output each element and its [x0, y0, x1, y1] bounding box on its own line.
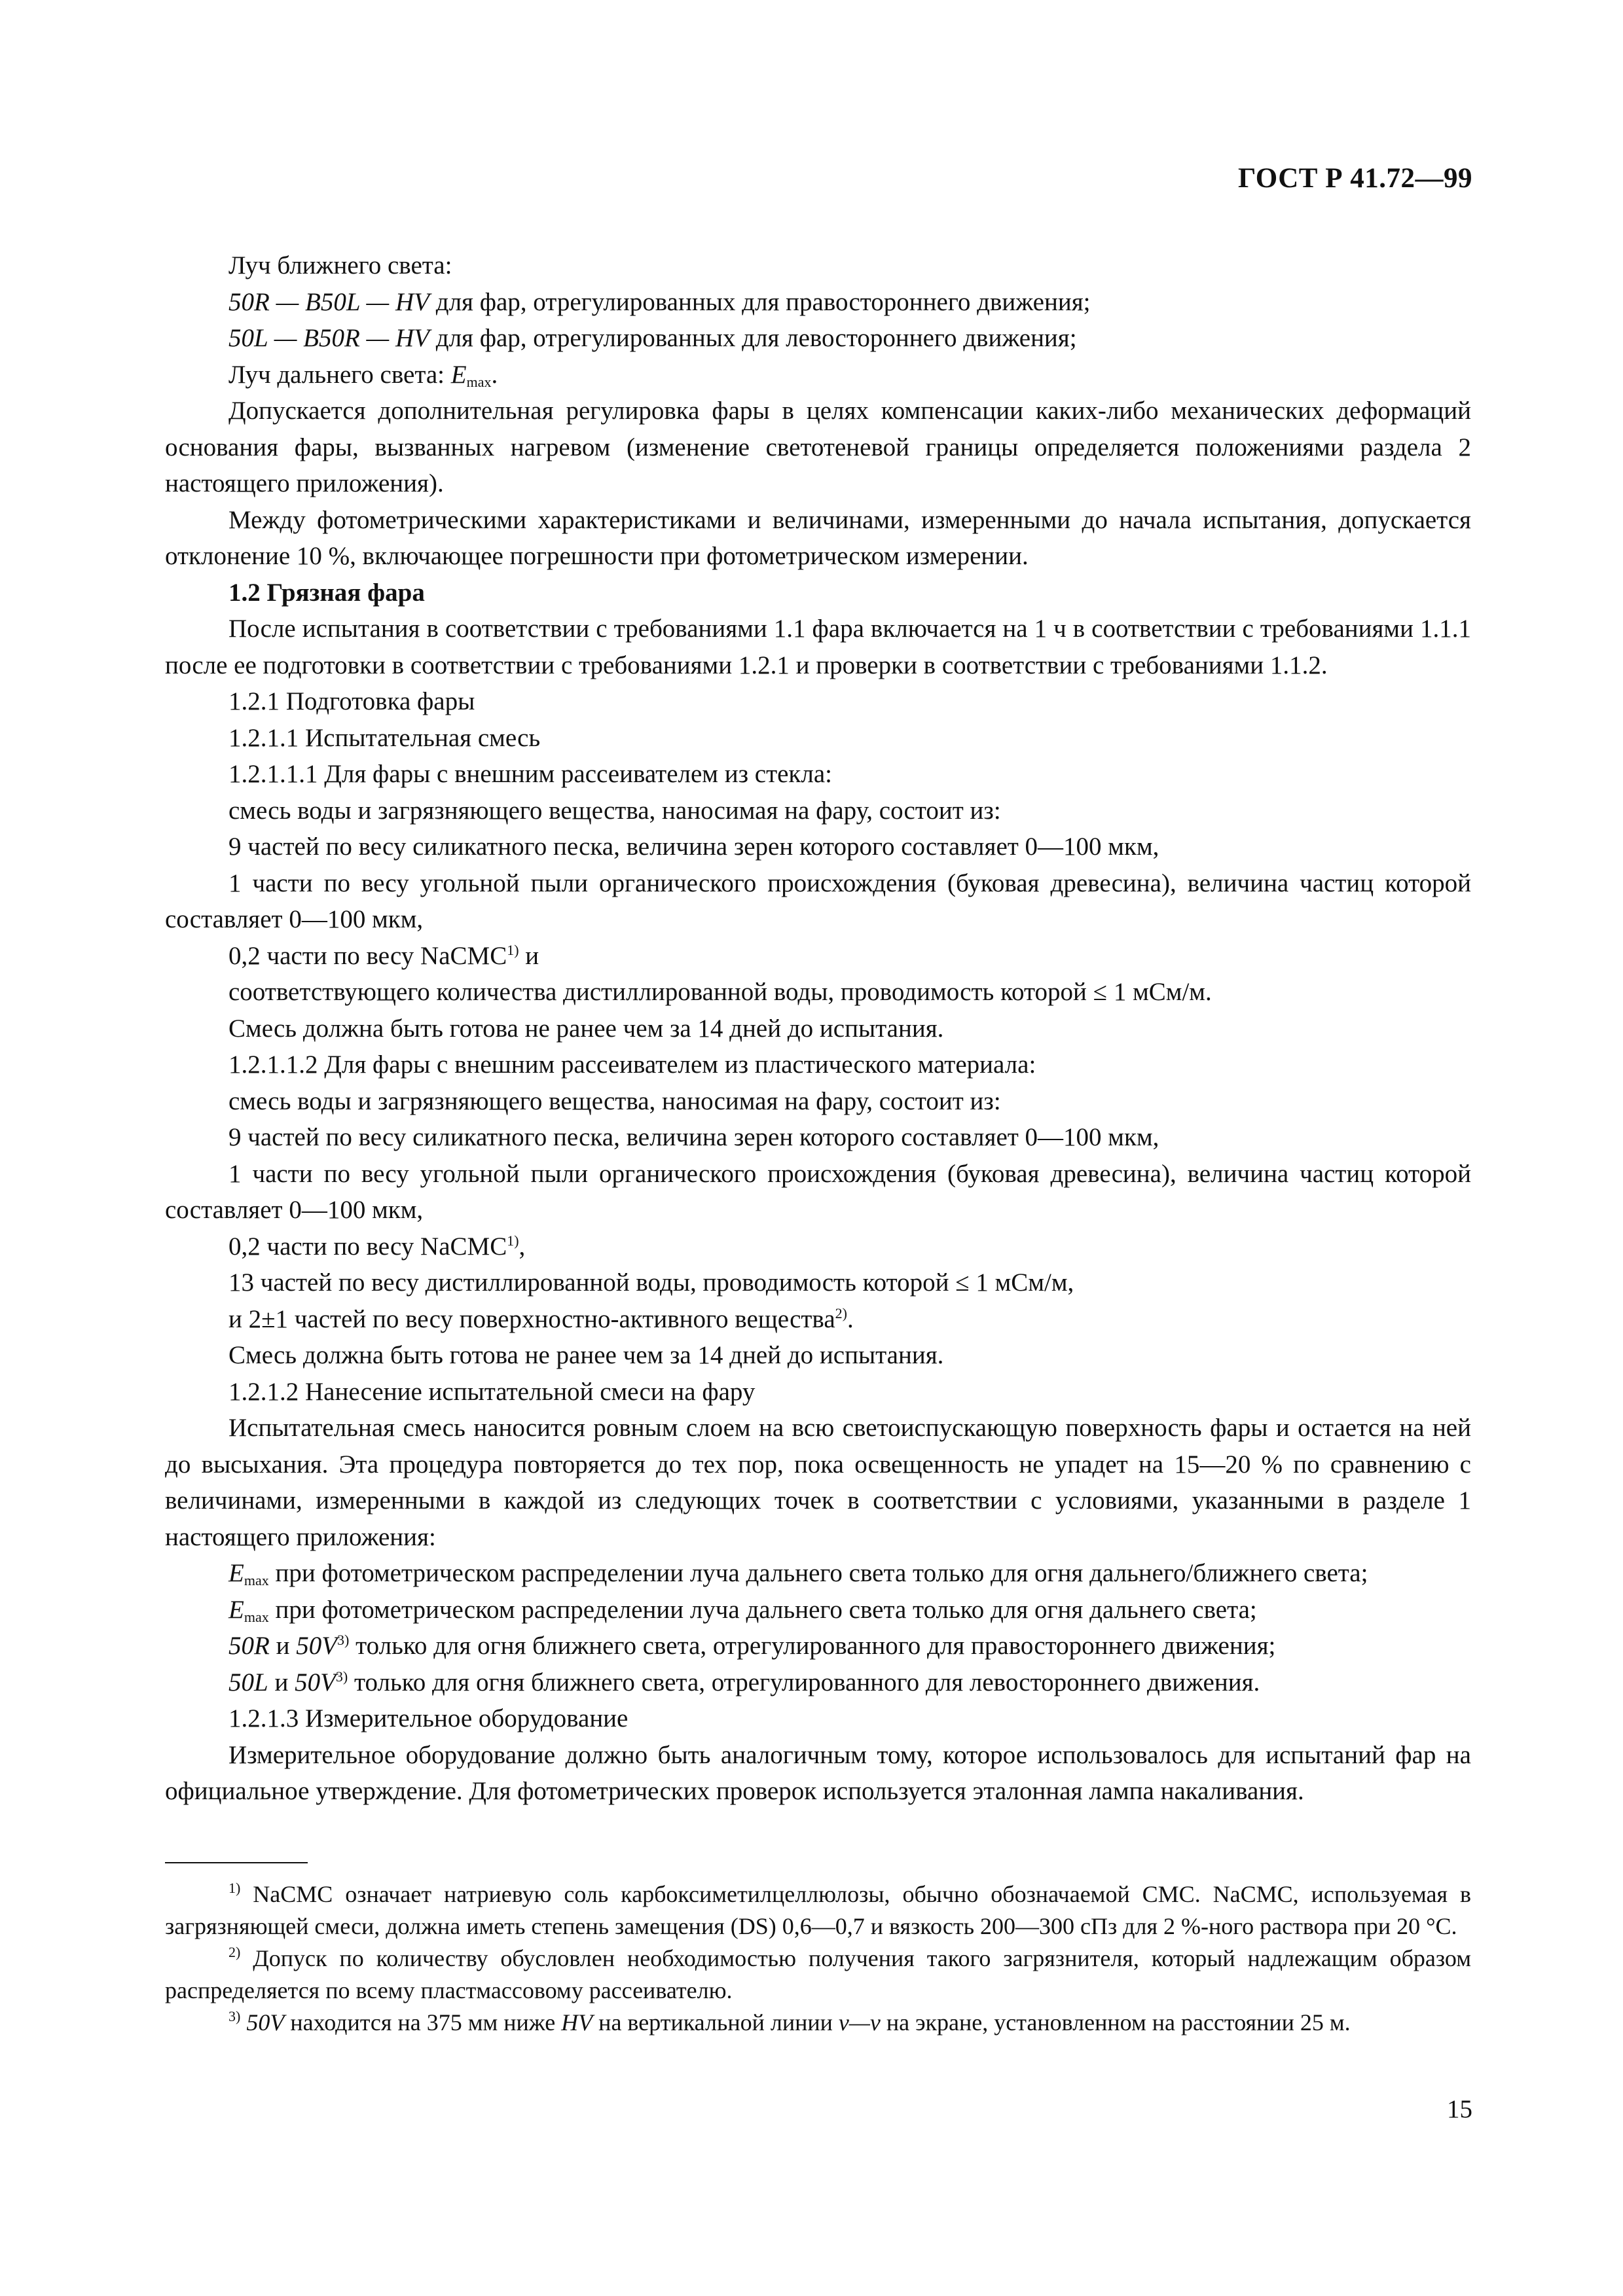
list-item: 50R и $50V^{3)}$ только для огня ближнего света, отрегулированного для правостороннего движения; — [228, 1632, 1276, 1660]
formula: 50L — B50R — HV — [228, 324, 429, 352]
subsection-heading: 1.2.1.2 Нанесение испытательной смеси на фару — [228, 1377, 756, 1406]
paragraph: Между фотометрическими характеристиками и величинами, измеренными до начала испытания, допускается отклонение 10 %, включающее погрешности при фотометрическом измерении. — [165, 505, 1471, 570]
list-item: 9 частей по весу силикатного песка, величина зерен которого составляет 0—100 мкм, — [228, 833, 1159, 861]
footnote-ref: 3) — [335, 1668, 348, 1685]
list-item: 50L и $50V^{3)}$ только для огня ближнего света, отрегулированного для левостороннего движения. — [228, 1668, 1260, 1696]
list-item: 0,2 части по весу NaCMC$^{1)}$, — [228, 1232, 526, 1261]
paragraph: 1.2.1.1.2 Для фары с внешним рассеивателем из пластического материала: — [228, 1050, 1036, 1079]
paragraph: Смесь должна быть готова не ранее чем за 14 дней до испытания. — [228, 1341, 944, 1369]
footnote-divider — [165, 1862, 308, 1863]
section-heading: 1.2 Грязная фара — [228, 578, 425, 607]
list-item: 13 частей по весу дистиллированной воды, проводимость которой ≤ 1 мСм/м, — [228, 1268, 1074, 1297]
paragraph: смесь воды и загрязняющего вещества, наносимая на фару, состоит из: — [228, 1086, 1001, 1115]
list-item: 1 части по весу угольной пыли органического происхождения (буковая древесина), величина частиц которой составляет 0—100 мкм, — [165, 1159, 1471, 1224]
list-item: 9 частей по весу силикатного песка, величина зерен которого составляет 0—100 мкм, — [228, 1123, 1159, 1151]
footnote-ref: 1) — [507, 1232, 519, 1249]
paragraph: Смесь должна быть готова не ранее чем за 14 дней до испытания. — [228, 1014, 944, 1043]
list-item: соответствующего количества дистиллированной воды, проводимость которой ≤ 1 мСм/м. — [228, 978, 1212, 1006]
paragraph: Испытательная смесь наносится ровным слоем на всю светоиспускающую поверхность фары и остается на ней до высыхания. Эта процедура повторяется до тех пор, пока освещенность не упадет на 15—20 % по сравнению с величинами, измеренными в каждой из следующих точек в соответствии с условиями, указанными в разделе 1 настоящего приложения: — [165, 1414, 1471, 1551]
document-code-header: ГОСТ Р 41.72—99 — [1237, 163, 1472, 194]
footnote-ref: 2) — [835, 1304, 847, 1321]
paragraph: Допускается дополнительная регулировка фары в целях компенсации каких-либо механических деформаций основания фары, вызванных нагревом (изменение светотеневой границы определяется положениями раздела 2 настоящего приложения). — [165, 397, 1471, 497]
list-item: 1 части по весу угольной пыли органического происхождения (буковая древесина), величина частиц которой составляет 0—100 мкм, — [165, 869, 1471, 933]
footnotes — [165, 1878, 1471, 2039]
paragraph: 50R — B50L — HV для фар, отрегулированных для правостороннего движения; — [228, 287, 1091, 316]
footnote-2: $^{2)}$ Допуск по количеству обусловлен необходимостью получения такого загрязнителя, который надлежащим образом распределяется по всему пластмассовому рассеивателю. — [165, 1944, 1471, 2003]
page-number: 15 — [1447, 2095, 1472, 2123]
formula: 50R — B50L — HV — [228, 287, 429, 316]
list-item: $E_{max}$ при фотометрическом распределении луча дальнего света только для огня дальнего/ближнего света; — [228, 1559, 1368, 1588]
paragraph: Луч дальнего света: $E_{max}$. — [228, 360, 498, 390]
footnote-ref: 1) — [507, 941, 519, 958]
list-item: и 2±1 частей по весу поверхностно-активного вещества$^{2)}$. — [228, 1304, 854, 1333]
paragraph: Луч ближнего света: — [228, 251, 452, 279]
paragraph: Измерительное оборудование должно быть аналогичным тому, которое использовалось для испытаний фар на официальное утверждение. Для фотометрических проверок используется эталонная лампа накаливания. — [165, 1740, 1471, 1805]
list-item: 0,2 части по весу NaCMC$^{1)}$ и — [228, 941, 539, 970]
paragraph: После испытания в соответствии с требованиями 1.1 фара включается на 1 ч в соответствии с требованиями 1.1.1 после ее подготовки в соответствии с требованиями 1.2.1 и проверки в соответствии с требованиями 1.1.2. — [165, 615, 1471, 679]
footnote-1: $^{1)}$ NaCMC означает натриевую соль карбоксиметилцеллюлозы, обычно обозначаемой CMC. NaCMC, используемая в загрязняющей смеси, должна иметь степень замещения (DS) 0,6—0,7 и вязкость 200—300 сПз для 2 %-ного раствора при 20 °С. — [165, 1880, 1471, 1939]
subsection-heading: 1.2.1 Подготовка фары — [228, 687, 475, 715]
subsection-heading: 1.2.1.1 Испытательная смесь — [228, 723, 541, 752]
footnote-ref: 3) — [337, 1632, 350, 1648]
document-body — [165, 247, 1471, 1810]
paragraph: 1.2.1.1.1 Для фары с внешним рассеивателем из стекла: — [228, 760, 832, 788]
list-item: $E_{max}$ при фотометрическом распределении луча дальнего света только для огня дальнего света; — [228, 1595, 1257, 1625]
paragraph: смесь воды и загрязняющего вещества, наносимая на фару, состоит из: — [228, 796, 1001, 825]
footnote-3: $^{3)}$ 50V находится на 375 мм ниже HV на вертикальной линии v—v на экране, установленном на расстоянии 25 м. — [228, 2008, 1351, 2036]
paragraph: 50L — B50R — HV для фар, отрегулированных для левостороннего движения; — [228, 324, 1077, 352]
subsection-heading: 1.2.1.3 Измерительное оборудование — [228, 1704, 629, 1732]
